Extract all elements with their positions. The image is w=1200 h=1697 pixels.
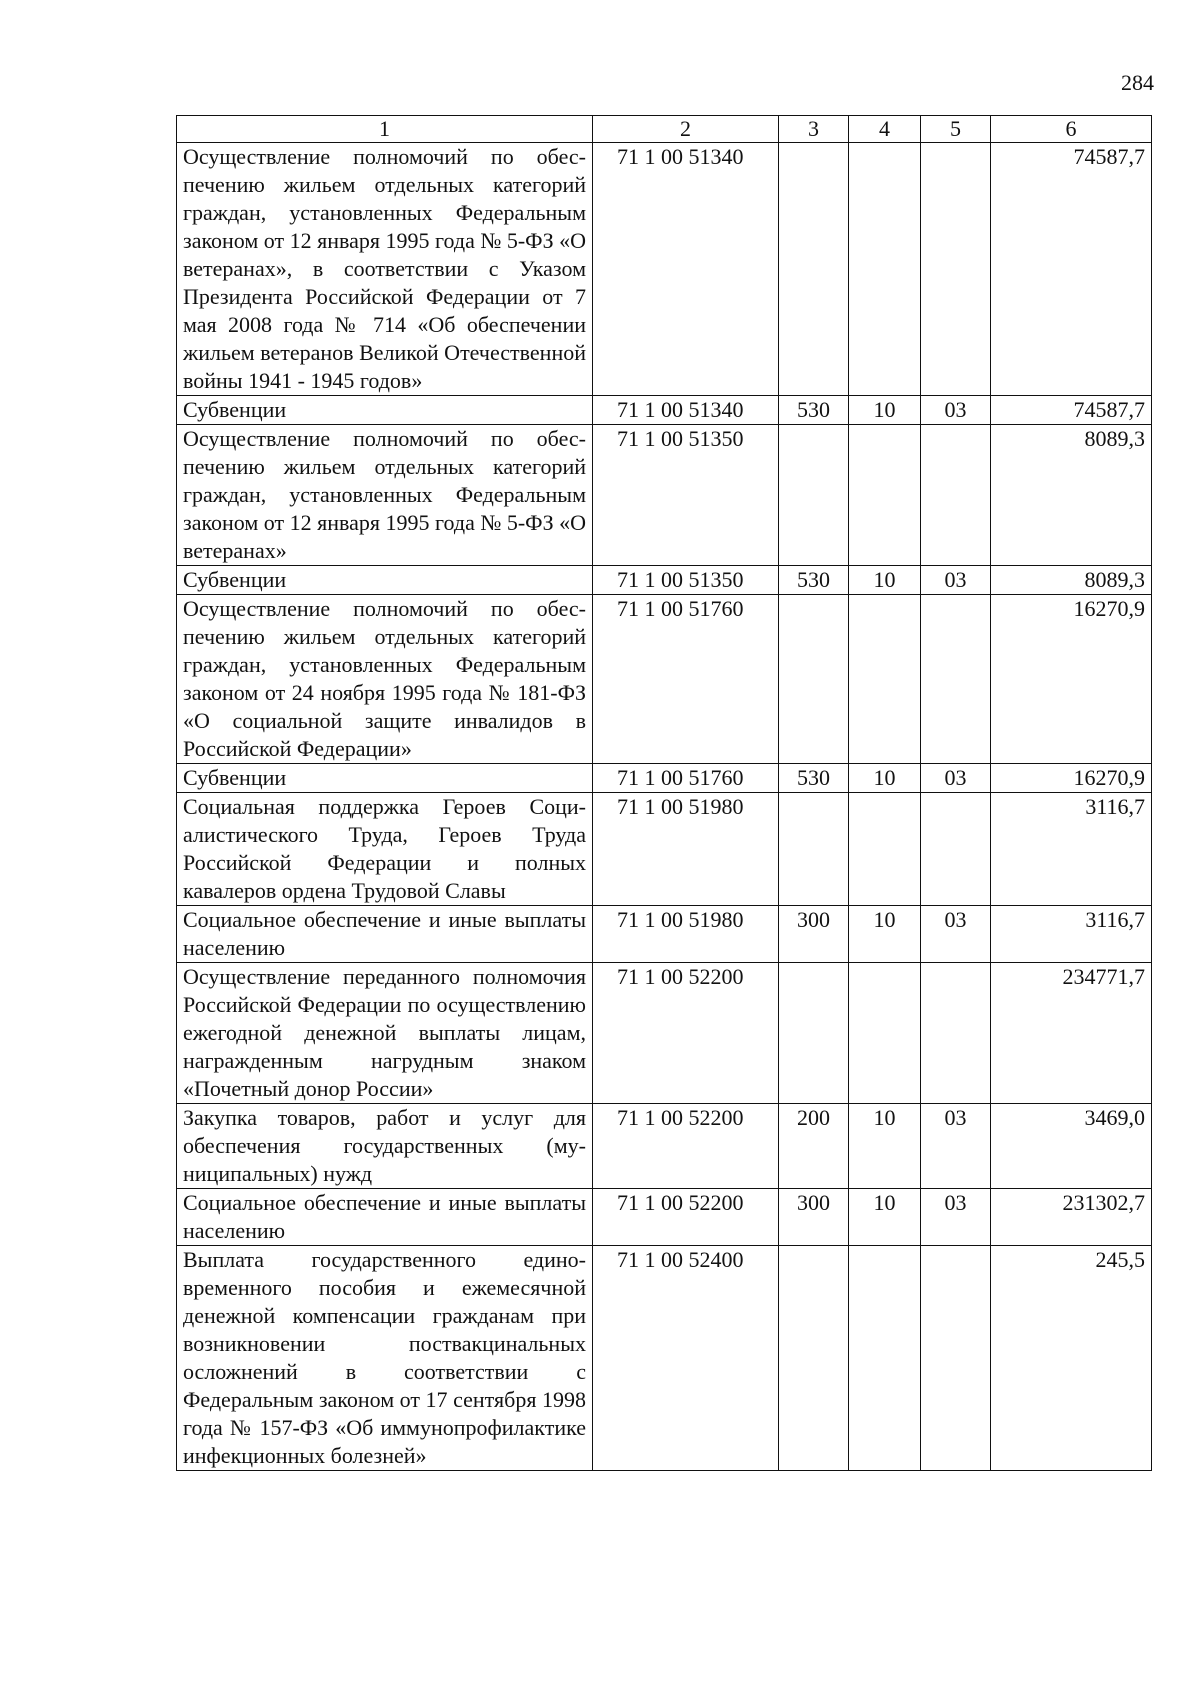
item-name-cell: Социальное обеспечение и иные выплаты населению (177, 1189, 593, 1246)
amount-cell: 245,5 (991, 1246, 1152, 1471)
section-cell: 10 (849, 906, 921, 963)
target-code-cell: 71 1 00 51340 (593, 143, 779, 396)
expense-type-cell (779, 1246, 849, 1471)
subsection-cell: 03 (921, 1189, 991, 1246)
subsection-cell (921, 425, 991, 566)
budget-table (176, 115, 1152, 1471)
target-code-cell: 71 1 00 51350 (593, 566, 779, 595)
expense-type-cell (779, 963, 849, 1104)
amount-cell: 8089,3 (991, 566, 1152, 595)
item-name-cell: Выплата государственного единовременного пособия и ежемесячной денежной компенсации гражданам при возникновении поствакцинальных осложнений в соответствии с Федеральным законом от 17 сентября 1998 года № 157-ФЗ «Об иммунопрофилактике инфекционных болезней» (177, 1246, 593, 1471)
table-row (177, 143, 1152, 396)
target-code-cell: 71 1 00 51350 (593, 425, 779, 566)
item-name-cell: Субвенции (177, 566, 593, 595)
subsection-cell (921, 963, 991, 1104)
table-body (177, 116, 1152, 1471)
item-name-cell: Социальная поддержка Героев Социалистического Труда, Героев Труда Российской Федерации и полных кавалеров ордена Трудовой Славы (177, 793, 593, 906)
subsection-cell (921, 1246, 991, 1471)
item-name-cell: Осуществление полномочий по обеспечению жильем отдельных категорий граждан, установленных Федеральным законом от 12 января 1995 года № 5-ФЗ «О ветеранах», в соответствии с Указом Президента Российской Федерации от 7 мая 2008 года № 714 «Об обеспечении жильем ветеранов Великой Отечественной войны 1941 - 1945 годов» (177, 143, 593, 396)
section-cell (849, 1246, 921, 1471)
section-cell: 10 (849, 1104, 921, 1189)
header-cell: 2 (593, 116, 779, 143)
target-code-cell: 71 1 00 52200 (593, 1189, 779, 1246)
item-name-cell: Осуществление переданного полномочия Российской Федерации по осуществлению ежегодной денежной выплаты лицам, награжденным нагрудным знаком «Почетный донор России» (177, 963, 593, 1104)
expense-type-cell (779, 793, 849, 906)
table-row (177, 1189, 1152, 1246)
table-row (177, 396, 1152, 425)
target-code-cell: 71 1 00 52400 (593, 1246, 779, 1471)
section-cell (849, 143, 921, 396)
subsection-cell (921, 595, 991, 764)
table-row (177, 764, 1152, 793)
table-row (177, 906, 1152, 963)
amount-cell: 8089,3 (991, 425, 1152, 566)
table-row (177, 963, 1152, 1104)
expense-type-cell (779, 425, 849, 566)
target-code-cell: 71 1 00 51980 (593, 793, 779, 906)
target-code-cell: 71 1 00 52200 (593, 1104, 779, 1189)
subsection-cell: 03 (921, 396, 991, 425)
header-cell: 6 (991, 116, 1152, 143)
section-cell (849, 963, 921, 1104)
item-name-cell: Закупка товаров, работ и услуг для обеспечения государственных (муниципальных) нужд (177, 1104, 593, 1189)
target-code-cell: 71 1 00 51760 (593, 764, 779, 793)
section-cell: 10 (849, 764, 921, 793)
item-name-cell: Осуществление полномочий по обеспечению жильем отдельных категорий граждан, установленных Федеральным законом от 24 ноября 1995 года № 181-ФЗ «О социальной защите инвалидов в Российской Федерации» (177, 595, 593, 764)
table-row (177, 595, 1152, 764)
target-code-cell: 71 1 00 51760 (593, 595, 779, 764)
section-cell: 10 (849, 396, 921, 425)
item-name-cell: Субвенции (177, 764, 593, 793)
section-cell (849, 793, 921, 906)
section-cell (849, 595, 921, 764)
expense-type-cell (779, 143, 849, 396)
amount-cell: 74587,7 (991, 143, 1152, 396)
subsection-cell (921, 793, 991, 906)
expense-type-cell: 300 (779, 906, 849, 963)
subsection-cell (921, 143, 991, 396)
section-cell: 10 (849, 566, 921, 595)
item-name-cell: Социальное обеспечение и иные выплаты населению (177, 906, 593, 963)
header-cell: 4 (849, 116, 921, 143)
subsection-cell: 03 (921, 764, 991, 793)
header-cell: 3 (779, 116, 849, 143)
table-row (177, 793, 1152, 906)
amount-cell: 16270,9 (991, 764, 1152, 793)
amount-cell: 74587,7 (991, 396, 1152, 425)
header-cell: 1 (177, 116, 593, 143)
amount-cell: 3116,7 (991, 793, 1152, 906)
expense-type-cell: 530 (779, 396, 849, 425)
expense-type-cell: 300 (779, 1189, 849, 1246)
expense-type-cell: 530 (779, 764, 849, 793)
table-row (177, 1246, 1152, 1471)
header-cell: 5 (921, 116, 991, 143)
table-row (177, 425, 1152, 566)
subsection-cell: 03 (921, 1104, 991, 1189)
amount-cell: 16270,9 (991, 595, 1152, 764)
table-header-row (177, 116, 1152, 143)
target-code-cell: 71 1 00 51340 (593, 396, 779, 425)
table-row (177, 566, 1152, 595)
amount-cell: 234771,7 (991, 963, 1152, 1104)
target-code-cell: 71 1 00 51980 (593, 906, 779, 963)
amount-cell: 3469,0 (991, 1104, 1152, 1189)
target-code-cell: 71 1 00 52200 (593, 963, 779, 1104)
subsection-cell: 03 (921, 566, 991, 595)
expense-type-cell: 200 (779, 1104, 849, 1189)
amount-cell: 231302,7 (991, 1189, 1152, 1246)
section-cell: 10 (849, 1189, 921, 1246)
table-row (177, 1104, 1152, 1189)
section-cell (849, 425, 921, 566)
page-number: 284 (1121, 70, 1154, 95)
expense-type-cell: 530 (779, 566, 849, 595)
expense-type-cell (779, 595, 849, 764)
item-name-cell: Субвенции (177, 396, 593, 425)
subsection-cell: 03 (921, 906, 991, 963)
amount-cell: 3116,7 (991, 906, 1152, 963)
item-name-cell: Осуществление полномочий по обеспечению жильем отдельных категорий граждан, установленных Федеральным законом от 12 января 1995 года № 5-ФЗ «О ветеранах» (177, 425, 593, 566)
